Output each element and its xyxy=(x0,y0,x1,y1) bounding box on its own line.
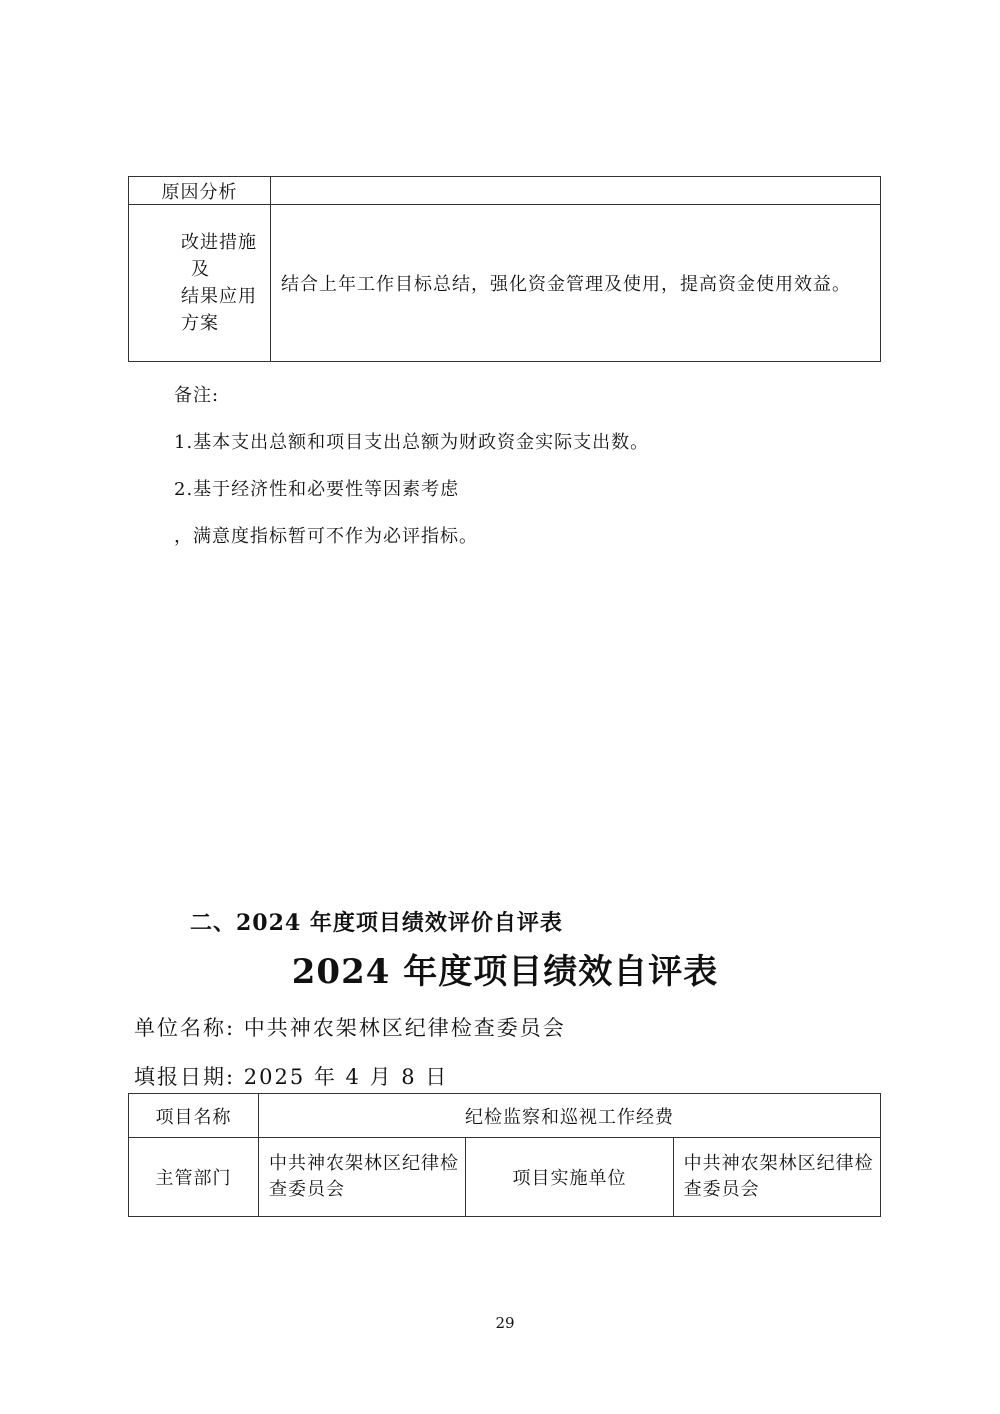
report-date-line: 填报日期: 2025 年 4 月 8 日 xyxy=(134,1065,449,1089)
note-item: ，满意度指标暂可不作为必评指标。 xyxy=(174,526,478,547)
page-number: 29 xyxy=(495,1314,515,1332)
section-heading: 二、2024 年度项目绩效评价自评表 xyxy=(190,910,563,936)
dept-label: 主管部门 xyxy=(129,1138,259,1217)
notes-title: 备注: xyxy=(174,385,220,406)
table-row xyxy=(129,1138,881,1217)
improvement-label xyxy=(129,205,271,362)
project-name-label: 项目名称 xyxy=(129,1094,259,1138)
note-item: 2.基于经济性和必要性等因素考虑 xyxy=(174,479,460,500)
improvement-label-line: 改进措施 xyxy=(181,232,257,253)
improvement-label-line: 及 xyxy=(191,259,210,280)
project-name-value: 纪检监察和巡视工作经费 xyxy=(259,1094,881,1138)
reason-improvement-table xyxy=(128,176,881,362)
note-item: 1.基本支出总额和项目支出总额为财政资金实际支出数。 xyxy=(174,432,650,453)
impl-unit-value: 中共神农架林区纪律检查委员会 xyxy=(673,1138,880,1217)
impl-unit-label: 项目实施单位 xyxy=(466,1138,673,1217)
project-info-table xyxy=(128,1093,881,1217)
dept-value: 中共神农架林区纪律检查委员会 xyxy=(259,1138,466,1217)
unit-name-line: 单位名称: 中共神农架林区纪律检查委员会 xyxy=(134,1016,566,1040)
form-title: 2024 年度项目绩效自评表 xyxy=(291,952,719,992)
table-row xyxy=(129,205,881,362)
table-row xyxy=(129,177,881,205)
reason-analysis-label: 原因分析 xyxy=(129,177,271,205)
improvement-value: 结合上年工作目标总结，强化资金管理及使用，提高资金使用效益。 xyxy=(271,205,881,362)
improvement-label-line: 结果应用 xyxy=(181,286,257,307)
reason-analysis-value xyxy=(271,177,881,205)
improvement-label-line: 方案 xyxy=(181,313,219,334)
table-row xyxy=(129,1094,881,1138)
